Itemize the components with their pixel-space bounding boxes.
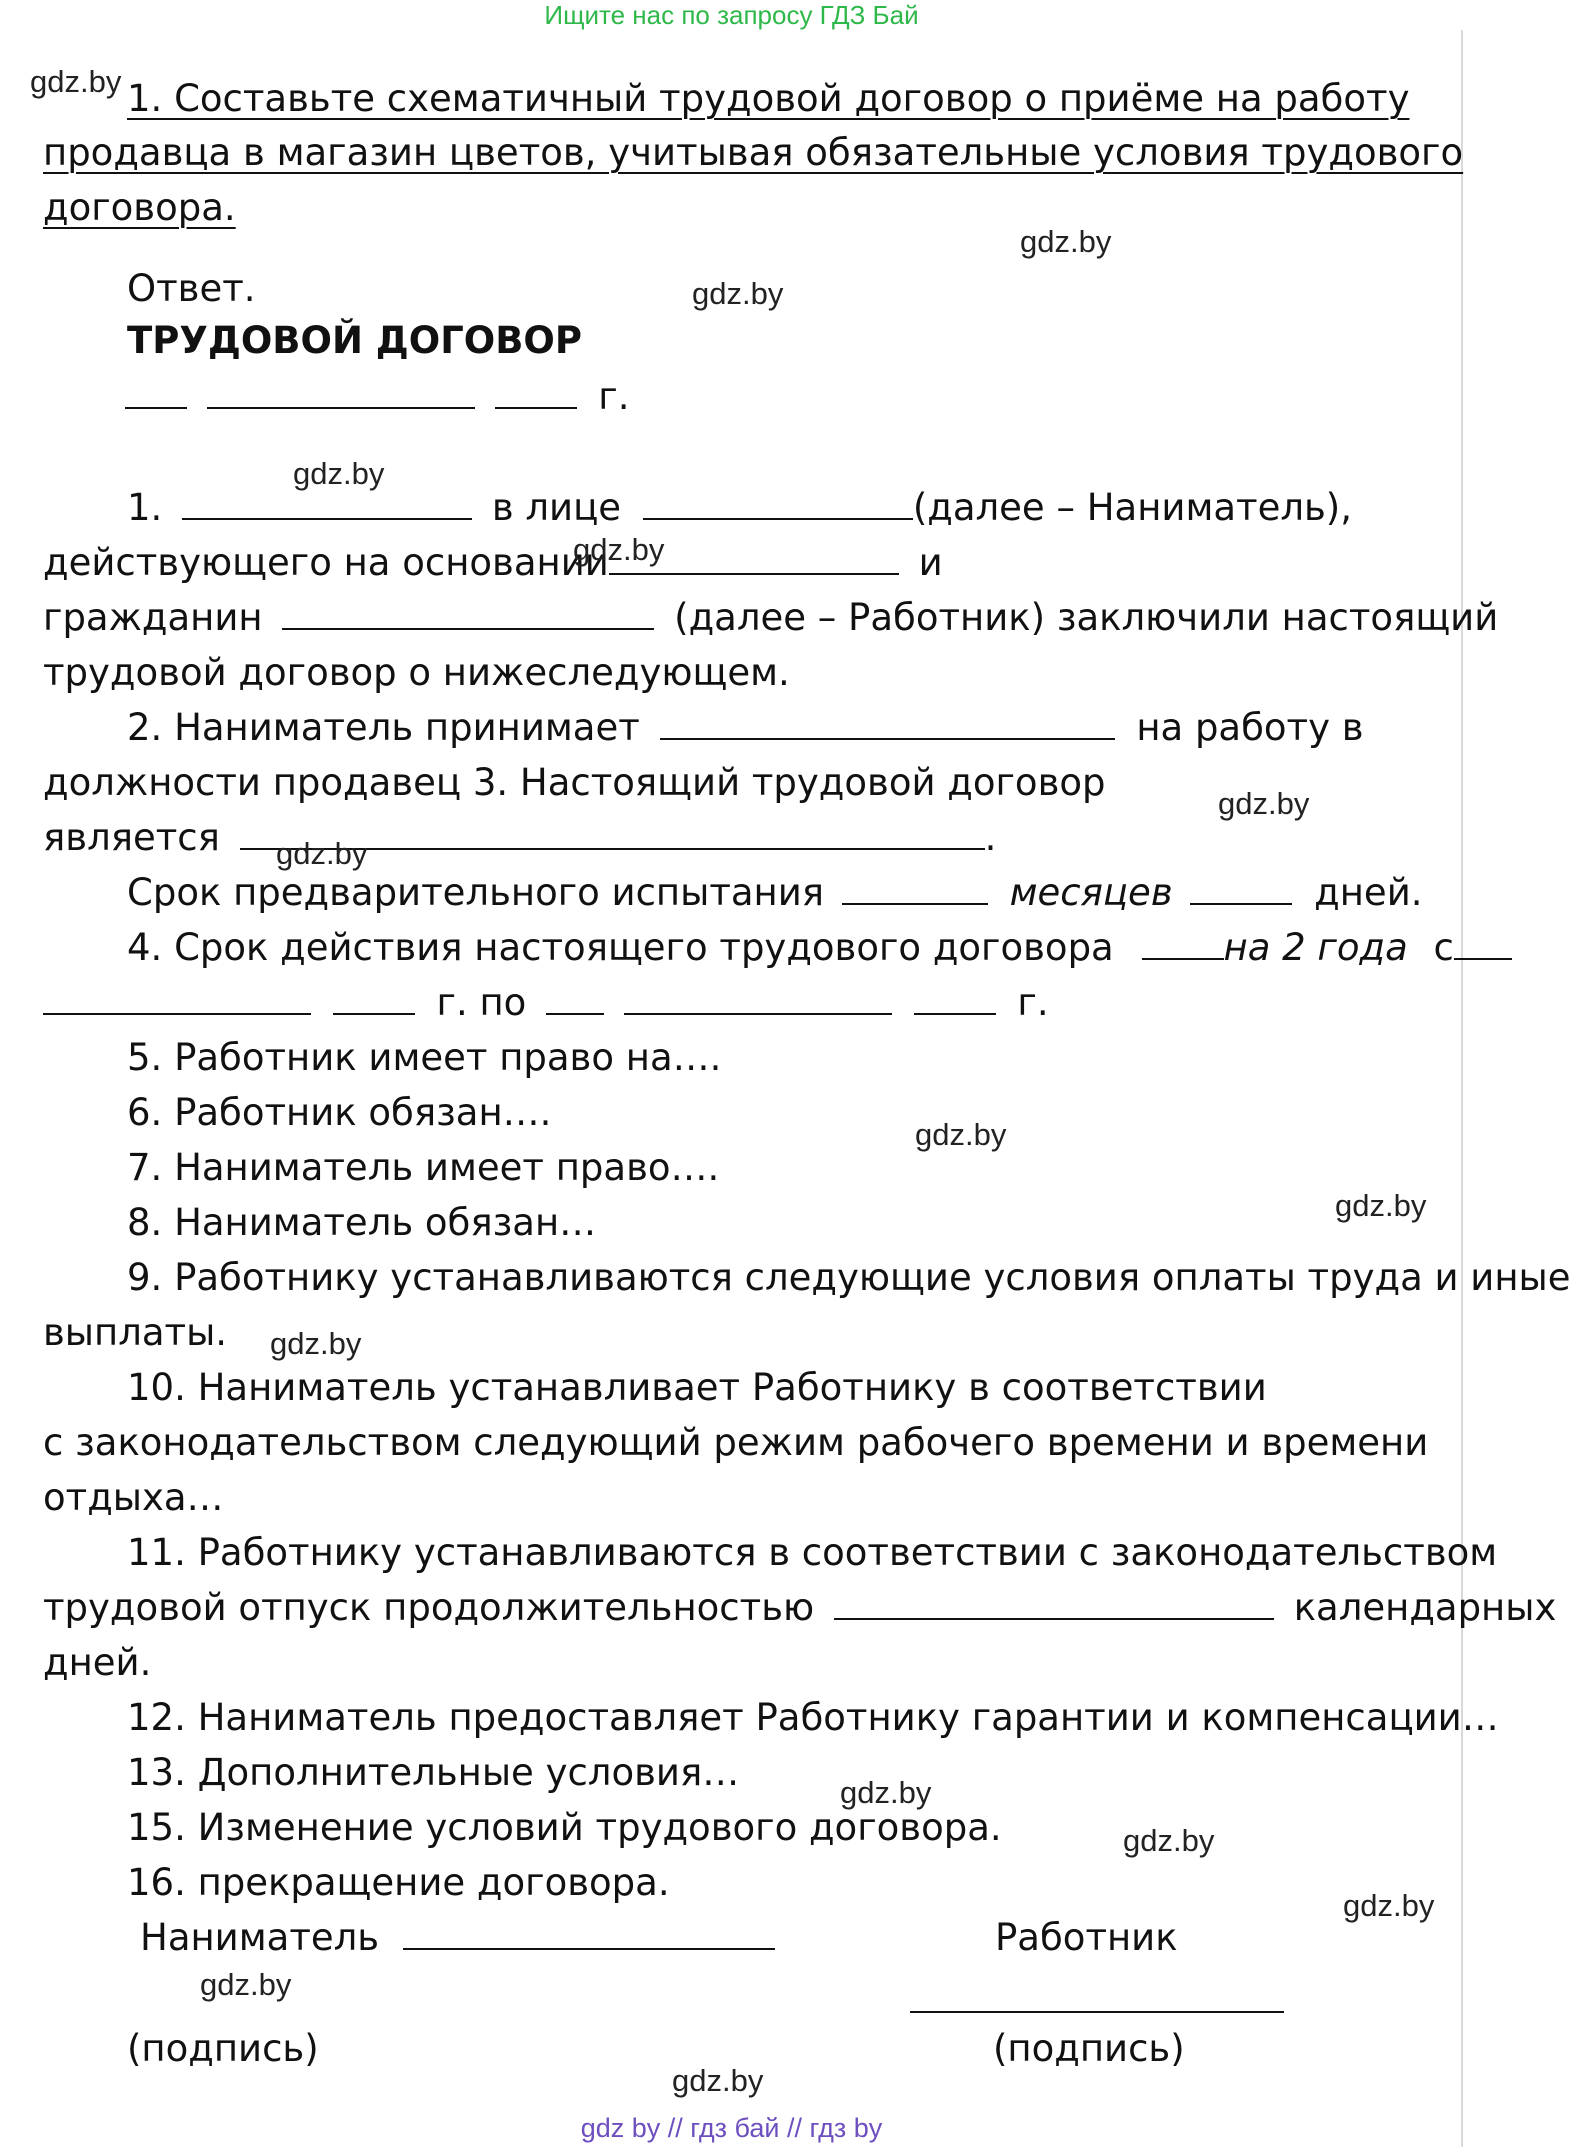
page-edge-line — [1461, 30, 1463, 2147]
watermark: gdz.by — [200, 1967, 292, 2002]
clause-1-line-c — [43, 596, 1499, 639]
clause-2-line-a — [127, 706, 1364, 749]
clause-2-end: на работу в — [1136, 706, 1364, 749]
watermark: gdz.by — [840, 1775, 932, 1810]
date-month-blank — [207, 379, 475, 409]
clause-10-line-a: 10. Наниматель устанавливает Работнику в соответствии — [127, 1366, 1267, 1409]
watermark: gdz.by — [573, 532, 665, 567]
clause-4-year-end: г. — [1017, 981, 1049, 1024]
term-prefix-blank — [1142, 930, 1224, 960]
employer-signature-blank — [403, 1920, 775, 1950]
clause-11-line-c: дней. — [43, 1641, 152, 1684]
date-year-blank — [495, 379, 577, 409]
clause-1-line-b — [43, 541, 943, 584]
probation-start: Срок предварительного испытания — [127, 871, 825, 914]
watermark: gdz.by — [1343, 1888, 1435, 1923]
watermark: gdz.by — [1335, 1188, 1427, 1223]
from-month-blank — [43, 985, 311, 1015]
clause-4-line-a — [127, 926, 1512, 969]
clause-3-period: . — [984, 816, 997, 859]
answer-label: Ответ. — [127, 267, 256, 310]
clause-4-from: с — [1433, 926, 1454, 969]
probation-days-blank — [1190, 875, 1292, 905]
to-day-blank — [546, 985, 604, 1015]
watermark: gdz.by — [276, 836, 368, 871]
employer-name-blank — [182, 490, 472, 520]
probation-line — [127, 871, 1423, 914]
date-suffix: г. — [598, 375, 630, 418]
clause-11-end: календарных — [1293, 1586, 1557, 1629]
clause-6: 6. Работник обязан…. — [127, 1091, 552, 1134]
watermark: gdz.by — [1020, 224, 1112, 259]
leave-duration-blank — [834, 1590, 1274, 1620]
clause-11-line-a: 11. Работнику устанавливаются в соответствии с законодательством — [127, 1531, 1498, 1574]
clause-10-line-c: отдыха… — [43, 1476, 224, 1519]
clause-4-start: 4. Срок действия настоящего трудового договора — [127, 926, 1114, 969]
from-year-blank — [333, 985, 415, 1015]
employer-signature-caption: (подпись) — [127, 2027, 319, 2070]
task-line-3: договора. — [43, 186, 236, 229]
clause-3-line — [43, 816, 997, 859]
date-line — [125, 375, 630, 418]
clause-7: 7. Наниматель имеет право…. — [127, 1146, 720, 1189]
employer-signature-line — [140, 1916, 775, 1959]
clause-1-in-person: в лице — [491, 486, 622, 529]
clause-12: 12. Наниматель предоставляет Работнику гарантии и компенсации… — [127, 1696, 1499, 1739]
to-month-blank — [624, 985, 892, 1015]
watermark: gdz.by — [672, 2063, 764, 2098]
clause-8: 8. Наниматель обязан… — [127, 1201, 597, 1244]
clause-1-number: 1. — [127, 486, 163, 529]
task-line-2: продавца в магазин цветов, учитывая обязательные условия трудового — [43, 131, 1464, 174]
watermark: gdz.by — [915, 1117, 1007, 1152]
watermark: gdz.by — [270, 1326, 362, 1361]
watermark: gdz.by — [30, 64, 122, 99]
from-day-blank — [1454, 930, 1512, 960]
document-title: ТРУДОВОЙ ДОГОВОР — [127, 319, 583, 362]
watermark: gdz.by — [293, 456, 385, 491]
clause-1-employer-def: (далее – Наниматель), — [912, 486, 1353, 529]
clause-1-citizen: гражданин — [43, 596, 263, 639]
clause-4-year-to: г. по — [436, 981, 527, 1024]
clause-9-line-b: выплаты. — [43, 1311, 228, 1354]
representative-blank — [643, 490, 913, 520]
employee-label: Работник — [995, 1916, 1178, 1959]
employer-label: Наниматель — [140, 1916, 380, 1959]
hired-name-blank — [660, 710, 1115, 740]
clause-13: 13. Дополнительные условия… — [127, 1751, 740, 1794]
clause-1-and: и — [918, 541, 943, 584]
clause-11-start: трудовой отпуск продолжительностью — [43, 1586, 815, 1629]
probation-days: дней. — [1314, 871, 1423, 914]
clause-4-term: на 2 года — [1223, 926, 1408, 969]
clause-2-start: 2. Наниматель принимает — [127, 706, 640, 749]
clause-1-line-d: трудовой договор о нижеследующем. — [43, 651, 790, 694]
clause-2-line-b: должности продавец 3. Настоящий трудовой договор — [43, 761, 1106, 804]
clause-10-line-b: с законодательством следующий режим рабочего времени и времени — [43, 1421, 1429, 1464]
to-year-blank — [914, 985, 996, 1015]
clause-16: 16. прекращение договора. — [127, 1861, 670, 1904]
clause-3-start: является — [43, 816, 220, 859]
employee-signature-caption: (подпись) — [993, 2027, 1185, 2070]
clause-1-employee-def: (далее – Работник) заключили настоящий — [674, 596, 1499, 639]
top-banner: Ищите нас по запросу ГДЗ Бай — [544, 0, 919, 30]
probation-months: месяцев — [1009, 871, 1173, 914]
date-day-blank — [125, 379, 187, 409]
clause-15: 15. Изменение условий трудового договора. — [127, 1806, 1002, 1849]
clause-1-line-a — [127, 486, 1353, 529]
employee-signature-blank — [910, 1985, 1284, 2013]
clause-4-line-b — [43, 981, 1049, 1024]
probation-months-blank — [842, 875, 988, 905]
clause-5: 5. Работник имеет право на…. — [127, 1036, 722, 1079]
task-line-1: 1. Составьте схематичный трудовой договор о приёме на работу — [127, 77, 1410, 120]
watermark: gdz.by — [692, 276, 784, 311]
clause-9-line-a: 9. Работнику устанавливаются следующие условия оплаты труда и иные — [127, 1256, 1571, 1299]
footer-links: gdz by // гдз бай // гдз by — [580, 2113, 883, 2143]
watermark: gdz.by — [1123, 1823, 1215, 1858]
clause-11-line-b — [43, 1586, 1557, 1629]
watermark: gdz.by — [1218, 786, 1310, 821]
citizen-name-blank — [282, 600, 654, 630]
clause-1-basis: действующего на основании — [43, 541, 609, 584]
